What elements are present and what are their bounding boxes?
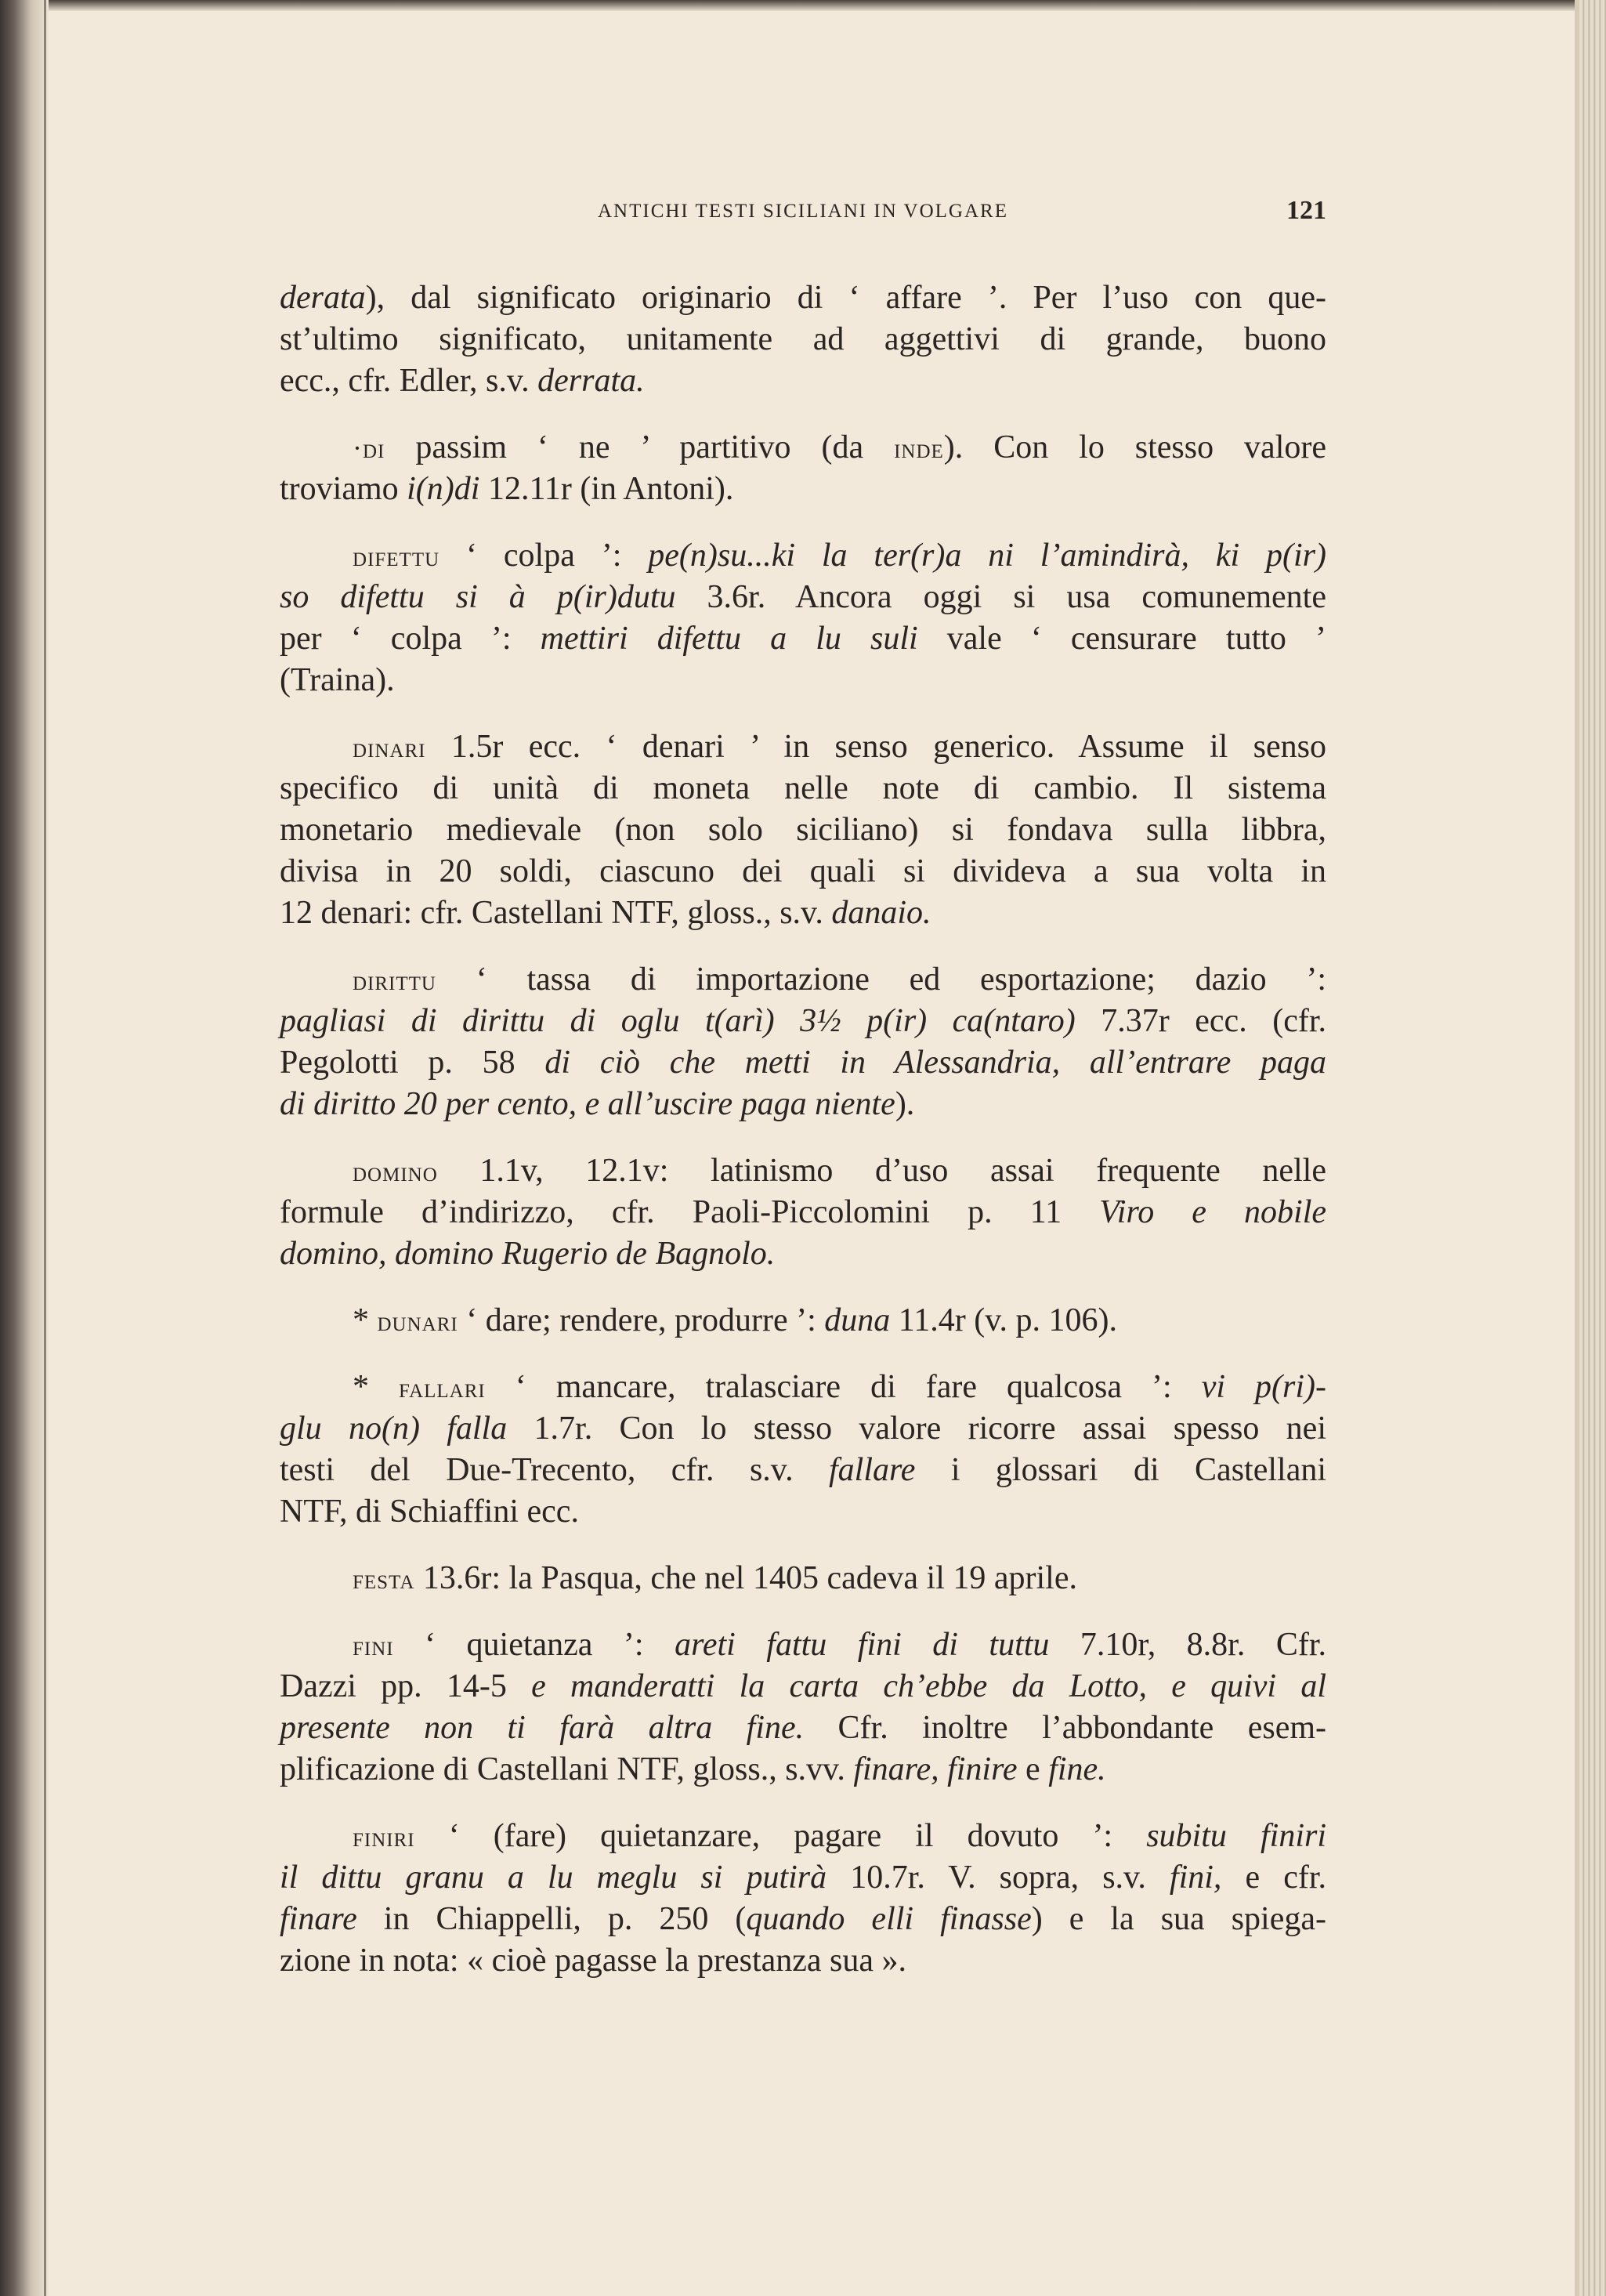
text-run: Pegolotti p. 58 (280, 1045, 545, 1081)
text-run: in Chiappelli, p. 250 ( (356, 1901, 747, 1937)
glossary-entry (280, 1367, 1326, 1533)
text-line (280, 893, 1326, 934)
text-line (280, 851, 1326, 893)
italic-quote: vi p(ri)- (1201, 1369, 1326, 1405)
headword: ·di (353, 433, 385, 464)
text-line (280, 1491, 1326, 1533)
italic-quote: e manderatti la carta ch’ebbe da Lotto, e quivi al (531, 1668, 1326, 1704)
scan-top-edge (0, 0, 1606, 11)
italic-quote: pagliasi di dirittu di oglu t(arì) 3½ p(ir) ca(ntaro) (280, 1003, 1076, 1039)
glossary-entry (280, 1816, 1326, 1982)
text-run: ). (895, 1086, 915, 1122)
text-line (280, 277, 1326, 319)
text-run: ‘ tassa di importazione ed esportazione; dazio ’: (436, 961, 1326, 998)
italic-quote: fine. (1048, 1751, 1106, 1787)
text-run: 13.6r: la Pasqua, che nel 1405 cadeva il 19 aprile. (414, 1560, 1077, 1596)
text-run: i glossari di Castellani (915, 1452, 1327, 1488)
text-run: ) e la sua spiega- (1031, 1901, 1326, 1937)
text-run: ‘ mancare, tralasciare di fare qualcosa ’: (485, 1369, 1202, 1405)
text-line (280, 1666, 1326, 1708)
headword: fini (353, 1630, 394, 1661)
italic-quote: quando elli finasse (746, 1901, 1032, 1937)
text-run: 3.6r. Ancora oggi si usa comunemente (675, 579, 1326, 615)
text-line (280, 577, 1326, 618)
text-line (280, 1192, 1326, 1233)
italic-quote: pe(n)su...ki la ter(r)a ni l’amindirà, ki p(ir) (648, 538, 1327, 574)
text-run: ‘ quietanza ’: (393, 1627, 675, 1663)
text-run: 12 denari: cfr. Castellani NTF, gloss., s.v. (280, 895, 832, 931)
headword: festa (353, 1563, 415, 1595)
italic-quote: finare (280, 1901, 357, 1937)
text-line (280, 469, 1326, 510)
text-run: 7.10r, 8.8r. Cfr. (1049, 1627, 1326, 1663)
text-line (280, 1940, 1326, 1982)
italic-quote: di ciò che metti in Alessandria, all’entrare paga (544, 1045, 1326, 1081)
italic-quote: domino, domino Rugerio de Bagnolo. (280, 1236, 776, 1272)
text-run: (Traina). (280, 662, 395, 698)
text-line (280, 1408, 1326, 1450)
text-line (280, 1708, 1326, 1749)
text-line (280, 1857, 1326, 1899)
text-run: ecc., cfr. Edler, s.v. (280, 363, 538, 399)
italic-quote: derrata. (537, 363, 645, 399)
text-run: specifico di unità di moneta nelle note di cambio. Il sistema (280, 770, 1326, 806)
text-run: per ‘ colpa ’: (280, 621, 541, 657)
text-run: ‘ colpa ’: (439, 538, 649, 574)
text-line (280, 319, 1326, 360)
italic-quote: finare, finire (853, 1751, 1018, 1787)
text-line (280, 1624, 1326, 1666)
glossary-entry (280, 1624, 1326, 1791)
text-run: ). Con lo stesso valore (943, 429, 1326, 465)
page-number: 121 (1286, 196, 1326, 225)
text-line (280, 1558, 1326, 1599)
text-run: plificazione di Castellani NTF, gloss., s.vv. (280, 1751, 854, 1787)
glossary-entry (280, 726, 1326, 934)
headword: fallari (399, 1372, 486, 1403)
text-line (280, 618, 1326, 660)
italic-quote: mettiri difettu a lu suli (540, 621, 918, 657)
italic-quote: i(n)di (407, 471, 480, 507)
text-run: divisa in 20 soldi, ciascuno dei quali si divideva a sua volta in (280, 853, 1326, 889)
text-run: Dazzi pp. 14-5 (280, 1668, 532, 1704)
glossary-entry (280, 277, 1326, 402)
text-line (280, 427, 1326, 469)
text-line (280, 1042, 1326, 1084)
text-run: e (1017, 1751, 1049, 1787)
text-run: NTF, di Schiaffini ecc. (280, 1494, 579, 1530)
italic-quote: fallare (828, 1452, 916, 1488)
headword: inde (894, 433, 944, 464)
text-line (280, 360, 1326, 402)
italic-quote: so difettu si à p(ir)dutu (280, 579, 676, 615)
text-run: ‘ (fare) quietanzare, pagare il dovuto ’: (414, 1818, 1147, 1854)
page-header (280, 196, 1326, 230)
italic-quote: derata (280, 280, 366, 316)
italic-quote: di diritto 20 per cento, e all’uscire paga niente (280, 1086, 895, 1122)
text-line (280, 768, 1326, 809)
text-run: ‘ dare; rendere, produrre ’: (458, 1302, 825, 1338)
glossary-entry (280, 1150, 1326, 1275)
italic-quote: danaio. (831, 895, 931, 931)
text-line (280, 660, 1326, 701)
text-run: e cfr. (1221, 1860, 1326, 1896)
text-line (280, 1300, 1326, 1342)
headword: dirittu (353, 965, 436, 996)
text-line (280, 1233, 1326, 1275)
running-title: ANTICHI TESTI SICILIANI IN VOLGARE (598, 201, 1008, 222)
text-line (280, 1084, 1326, 1125)
italic-quote: duna (824, 1302, 891, 1338)
text-run: 10.7r. V. sopra, s.v. (827, 1860, 1170, 1896)
glossary-entry (280, 959, 1326, 1125)
italic-quote: subitu finiri (1146, 1818, 1327, 1854)
italic-quote: il dittu granu a lu meglu si putirà (280, 1860, 827, 1896)
text-run: passim ‘ ne ’ partitivo (da (385, 429, 895, 465)
italic-quote: Viro e nobile (1099, 1194, 1327, 1230)
text-line (280, 1749, 1326, 1791)
text-run: * (353, 1302, 378, 1338)
text-run: 11.4r (v. p. 106). (890, 1302, 1117, 1338)
headword: dunari (377, 1306, 458, 1337)
text-run: 1.1v, 12.1v: latinismo d’uso assai frequente nelle (437, 1153, 1326, 1189)
text-line (280, 726, 1326, 768)
text-line (280, 1899, 1326, 1940)
text-line (280, 959, 1326, 1001)
text-run: 12.11r (in Antoni). (479, 471, 734, 507)
text-line (280, 1150, 1326, 1192)
text-run: 1.5r ecc. ‘ denari ’ in senso generico. Assume il senso (425, 729, 1326, 765)
text-line (280, 809, 1326, 851)
italic-quote: presente non ti farà altra fine. (280, 1710, 805, 1746)
glossary-entry (280, 1558, 1326, 1599)
text-line (280, 1001, 1326, 1042)
text-run: 1.7r. Con lo stesso valore ricorre assai spesso nei (507, 1411, 1326, 1447)
text-run: zione in nota: « cioè pagasse la prestanza sua ». (280, 1943, 907, 1979)
glossary-body (280, 277, 1326, 2007)
page-edges (1579, 0, 1606, 2296)
glossary-entry (280, 1300, 1326, 1342)
text-run: testi del Due-Trecento, cfr. s.v. (280, 1452, 829, 1488)
text-run: vale ‘ censurare tutto ’ (917, 621, 1326, 657)
text-run: troviamo (280, 471, 407, 507)
italic-quote: fini, (1169, 1860, 1222, 1896)
book-gutter (0, 0, 49, 2296)
text-run: * (353, 1369, 400, 1405)
headword: dinari (353, 732, 426, 763)
glossary-entry (280, 427, 1326, 510)
headword: domino (353, 1156, 438, 1187)
text-run: st’ultimo significato, unitamente ad aggettivi di grande, buono (280, 321, 1326, 357)
text-run: Cfr. inoltre l’abbondante esem- (804, 1710, 1326, 1746)
glossary-entry (280, 535, 1326, 701)
italic-quote: areti fattu fini di tuttu (675, 1627, 1050, 1663)
text-run: monetario medievale (non solo siciliano) si fondava sulla libbra, (280, 812, 1326, 848)
text-run: ), dal significato originario di ‘ affare ’. Per l’uso con que- (365, 280, 1326, 316)
italic-quote: glu no(n) falla (280, 1411, 508, 1447)
text-line (280, 1367, 1326, 1408)
headword: difettu (353, 541, 440, 572)
text-line (280, 1450, 1326, 1491)
text-line (280, 1816, 1326, 1857)
text-run: formule d’indirizzo, cfr. Paoli-Piccolomini p. 11 (280, 1194, 1100, 1230)
gutter-line (44, 0, 46, 2296)
text-line (280, 535, 1326, 577)
text-run: 7.37r ecc. (cfr. (1075, 1003, 1326, 1039)
headword: finiri (353, 1821, 415, 1852)
